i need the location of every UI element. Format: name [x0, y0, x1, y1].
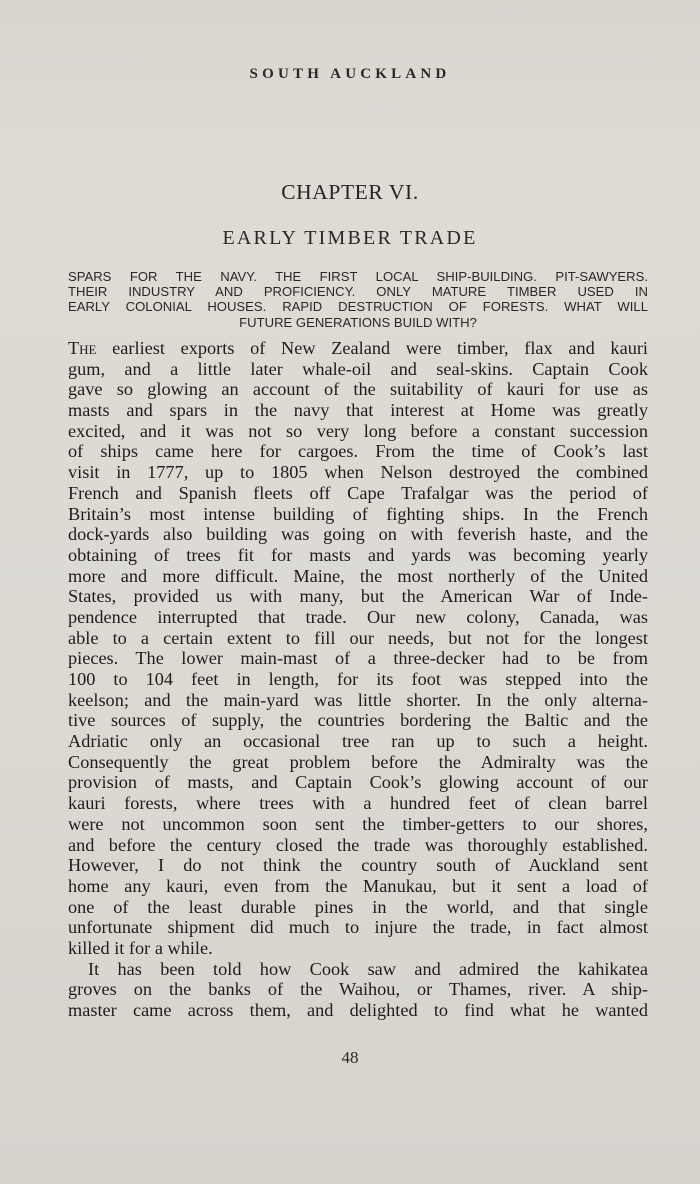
text-line: visit in 1777, up to 1805 when Nelson destroyed the combined	[68, 462, 648, 483]
text-line: Britain’s most intense building of fighting ships. In the French	[68, 503, 648, 524]
text-line: Consequently the great problem before the Admiralty was the	[68, 751, 648, 772]
text-line: It has been told how Cook saw and admired the kahikatea	[88, 958, 648, 979]
synopsis-line: FUTURE GENERATIONS BUILD WITH?	[239, 314, 477, 330]
text-line: However, I do not think the country south of Auckland sent	[68, 855, 648, 876]
text-line: keelson; and the main-yard was little shorter. In the only alterna-	[68, 689, 648, 710]
text-line: groves on the banks of the Waihou, or Thames, river. A ship-	[68, 979, 648, 1000]
text-line: obtaining of trees fit for masts and yards was becoming yearly	[68, 544, 648, 565]
text-line: dock-yards also building was going on with feverish haste, and the	[68, 524, 648, 545]
body-text	[68, 338, 648, 1021]
chapter-title: EARLY TIMBER TRADE	[222, 227, 478, 249]
text-line: excited, and it was not so very long before a constant succession	[68, 420, 648, 441]
synopsis-line: SPARS FOR THE NAVY. THE FIRST LOCAL SHIP-BUILDING. PIT-SAWYERS.	[68, 269, 648, 284]
text-line: provision of masts, and Captain Cook’s glowing account of our	[68, 772, 648, 793]
text-line: gave so glowing an account of the suitability of kauri for use as	[68, 379, 648, 400]
running-head: SOUTH AUCKLAND	[249, 66, 451, 82]
text-line	[68, 338, 648, 359]
text-line: were not uncommon soon sent the timber-getters to our shores,	[68, 813, 648, 834]
text-line: pieces. The lower main-mast of a three-decker had to be from	[68, 648, 648, 669]
synopsis-line: EARLY COLONIAL HOUSES. RAPID DESTRUCTION OF FORESTS. WHAT WILL	[68, 299, 648, 315]
text-line: one of the least durable pines in the world, and that single	[68, 896, 648, 917]
text-line: master came across them, and delighted to find what he wanted	[68, 1000, 648, 1020]
text-line: 100 to 104 feet in length, for its foot was stepped into the	[68, 669, 648, 689]
text-line: gum, and a little later whale-oil and seal-skins. Captain Cook	[68, 358, 648, 379]
text-line: French and Spanish fleets off Cape Trafalgar was the period of	[68, 482, 648, 503]
text-line: home any kauri, even from the Manukau, but it sent a load of	[68, 875, 648, 896]
text-line: masts and spars in the navy that interest at Home was greatly	[68, 400, 648, 421]
text-line: killed it for a while.	[68, 937, 213, 958]
text-line: States, provided us with many, but the American War of Inde-	[68, 586, 648, 607]
text-line: tive sources of supply, the countries bordering the Baltic and the	[68, 710, 648, 731]
text-line: and before the century closed the trade was thoroughly established.	[68, 834, 648, 855]
drop-word: The	[68, 338, 97, 358]
text-line: of ships came here for cargoes. From the time of Cook’s last	[68, 441, 648, 462]
synopsis-line: THEIR INDUSTRY AND PROFICIENCY. ONLY MATURE TIMBER USED IN	[68, 284, 648, 300]
text-line: able to a certain extent to fill our needs, but not for the longest	[68, 627, 648, 648]
text-line: kauri forests, where trees with a hundred feet of clean barrel	[68, 793, 648, 814]
chapter-number: CHAPTER VI.	[281, 180, 419, 204]
text-line: more and more difficult. Maine, the most northerly of the United	[68, 565, 648, 586]
chapter-synopsis	[68, 269, 648, 330]
text-line-rest: earliest exports of New Zealand were timber, flax and kauri	[96, 338, 648, 358]
text-line: pendence interrupted that trade. Our new colony, Canada, was	[68, 606, 648, 627]
text-line: Adriatic only an occasional tree ran up to such a height.	[68, 731, 648, 752]
page-number: 48	[341, 1048, 359, 1067]
text-line: unfortunate shipment did much to injure the trade, in fact almost	[68, 917, 648, 938]
